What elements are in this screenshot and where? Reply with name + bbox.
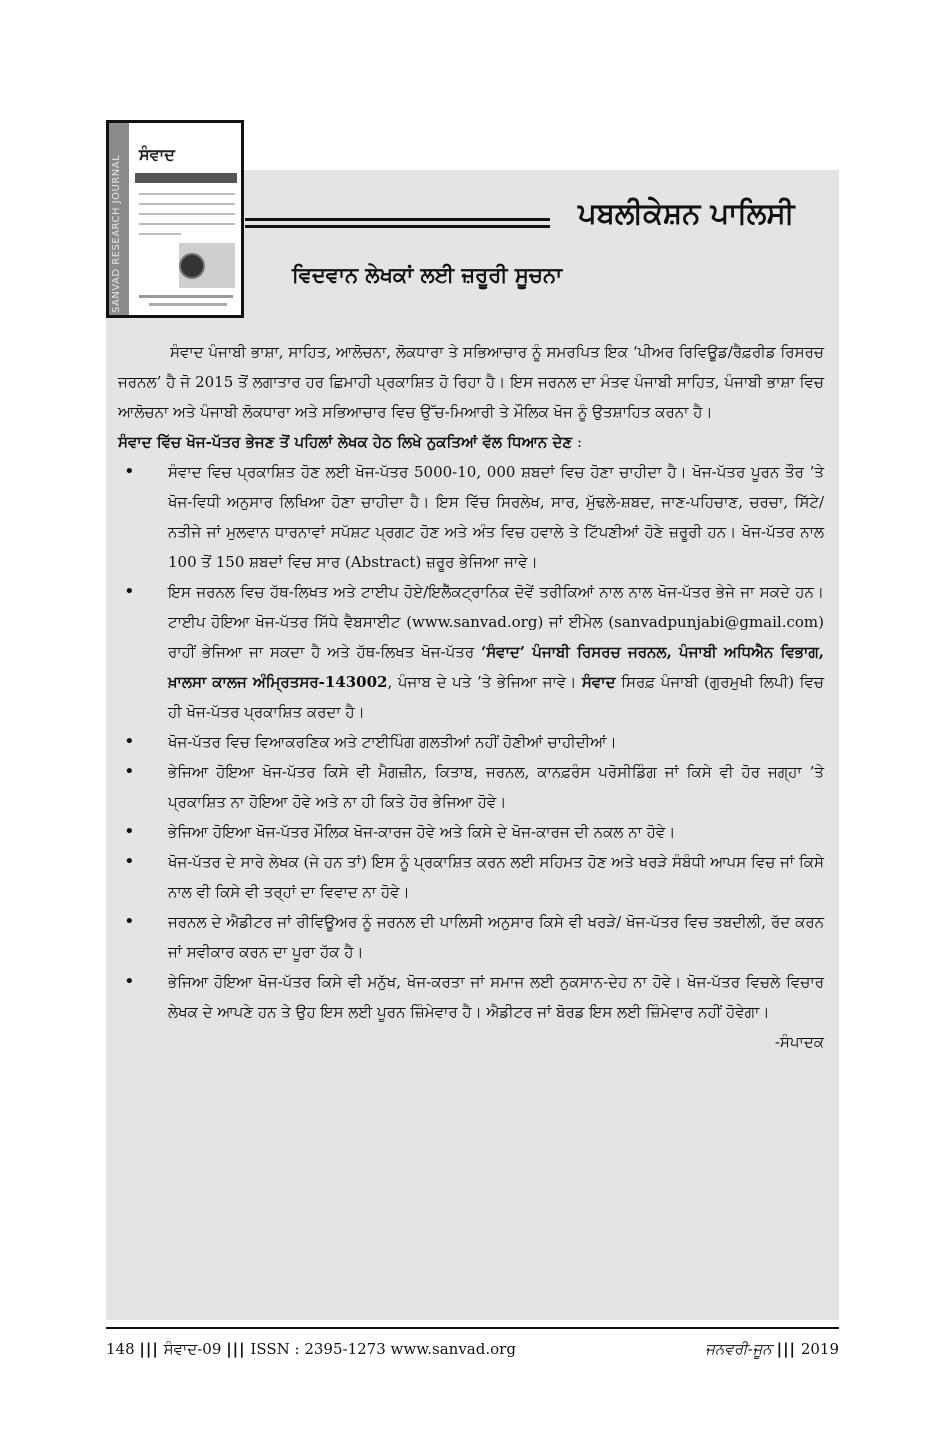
footer-right (705, 1340, 839, 1358)
point-text: , ਪੰਜਾਬ ਦੇ ਪਤੇ ’ਤੇ ਭੇਜਿਆ ਜਾਵੇ। (387, 673, 582, 691)
policy-body (118, 337, 824, 1057)
separator-icon: ||| (776, 1340, 797, 1358)
list-item (118, 817, 824, 847)
list-item (118, 577, 824, 727)
editor-signature: -ਸੰਪਾਦਕ (774, 1033, 824, 1051)
cover-band (135, 173, 237, 183)
college-logo-icon (179, 253, 205, 279)
cover-line (139, 193, 235, 195)
bullet-icon: • (124, 581, 135, 602)
lead-line (118, 427, 824, 457)
title-rule (245, 218, 550, 221)
point-text: ਜਰਨਲ ਦੇ ਐਡੀਟਰ ਜਾਂ ਰੀਵਿਊਅਰ ਨੂੰ ਜਰਨਲ ਦੀ ਪਾਲਿਸੀ ਅਨੁਸਾਰ ਕਿਸੇ ਵੀ ਖਰੜੇ/ ਖੋਜ-ਪੱਤਰ ਵਿਚ ਤਬਦੀਲੀ, ਰੱਦ ਕਰਨ ਜਾਂ ਸਵੀਕਾਰ ਕਰਨ ਦਾ ਪੂਰਾ ਹੱਕ ਹੈ। (168, 913, 824, 961)
cover-footer-line (149, 303, 227, 306)
point-text: ਭੇਜਿਆ ਹੋਇਆ ਖੋਜ-ਪੱਤਰ ਕਿਸੇ ਵੀ ਮਨੁੱਖ, ਖੋਜ-ਕਰਤਾ ਜਾਂ ਸਮਾਜ ਲਈ ਨੁਕਸਾਨ-ਦੇਹ ਨਾ ਹੋਵੇ। ਖੋਜ-ਪੱਤਰ ਵਿਚਲੇ ਵਿਚਾਰ ਲੇਖਕ ਦੇ ਆਪਣੇ ਹਨ ਤੇ ਉਹ ਇਸ ਲਈ ਪੂਰਨ ਜ਼ਿੰਮੇਵਾਰ ਹੈ। ਐਡੀਟਰ ਜਾਂ ਬੋਰਡ ਇਸ ਲਈ ਜ਼ਿੰਮੇਵਾਰ ਨਹੀਂ ਹੋਵੇਗਾ। (168, 973, 824, 1021)
separator-icon: ||| (139, 1340, 159, 1358)
cover-line (139, 203, 235, 205)
lead-colon: : (572, 433, 583, 451)
journal-cover-image (106, 120, 244, 318)
point-text: ਖੋਜ-ਪੱਤਰ ਦੇ ਸਾਰੇ ਲੇਖਕ (ਜੇ ਹਨ ਤਾਂ) ਇਸ ਨੂੰ ਪ੍ਰਕਾਸ਼ਿਤ ਕਰਨ ਲਈ ਸਹਿਮਤ ਹੋਣ ਅਤੇ ਖਰੜੇ ਸੰਬੰਧੀ ਆਪਸ ਵਿਚ ਜਾਂ ਕਿਸੇ ਨਾਲ ਵੀ ਕਿਸੇ ਵੀ ਤਰ੍ਹਾਂ ਦਾ ਵਿਵਾਦ ਨਾ ਹੋਵੇ। (168, 853, 824, 901)
point-text: ਖੋਜ-ਪੱਤਰ ਵਿਚ ਵਿਆਕਰਣਿਕ ਅਤੇ ਟਾਈਪਿੰਗ ਗਲਤੀਆਂ ਨਹੀਂ ਹੋਣੀਆਂ ਚਾਹੀਦੀਆਂ। (168, 733, 617, 751)
issue-months: ਜਨਵਰੀ-ਜੂਨ (705, 1340, 772, 1358)
cover-spine (109, 123, 129, 315)
list-item (118, 727, 824, 757)
bullet-icon: • (124, 911, 135, 932)
footer-rule (106, 1327, 839, 1329)
cover-line (139, 233, 181, 235)
cover-line (139, 223, 235, 225)
page-subtitle: ਵਿਦਵਾਨ ਲੇਖਕਾਂ ਲਈ ਜ਼ਰੂਰੀ ਸੂਚਨਾ (292, 263, 563, 287)
issn-website: ISSN : 2395-1273 www.sanvad.org (250, 1340, 516, 1358)
list-item (118, 847, 824, 907)
bullet-icon: • (124, 821, 135, 842)
footer-left (106, 1340, 516, 1358)
list-item (118, 907, 824, 967)
bullet-icon: • (124, 971, 135, 992)
list-item (118, 757, 824, 817)
bullet-icon: • (124, 761, 135, 782)
point-text: ਇਸ ਜਰਨਲ ਵਿਚ ਹੱਥ-ਲਿਖਤ ਅਤੇ ਟਾਈਪ ਹੋਏ/ਇਲੈੱਕਟ੍ਰਾਨਿਕ ਦੋਵੇਂ ਤਰੀਕਿਆਂ ਨਾਲ ਨਾਲ ਖੋਜ-ਪੱਤਰ ਭੇਜੇ ਜਾ ਸਕਦੇ ਹਨ। ਟਾਈਪ ਹੋਇਆ ਖੋਜ-ਪੱਤਰ ਸਿੱਧੇ ਵੈਬਸਾਈਟ (www.sanvad.org) ਜਾਂ ਈਮੇਲ (sanvadpunjabi@gmail.com) ਰਾਹੀਂ ਭੇਜਿਆ ਜਾ ਸਕਦਾ ਹੈ ਅਤੇ ਹੱਥ-ਲਿਖਤ ਖੋਜ-ਪੱਤਰ (168, 583, 824, 661)
journal-name: ਸੰਵਾਦ (581, 673, 616, 691)
cover-footer-line (139, 295, 233, 298)
page-number: 148 (106, 1340, 135, 1358)
policy-points (118, 457, 824, 1027)
cover-spine-text: SANVAD RESEARCH JOURNAL (111, 154, 122, 313)
intro-paragraph: ਸੰਵਾਦ ਪੰਜਾਬੀ ਭਾਸ਼ਾ, ਸਾਹਿਤ, ਆਲੋਚਨਾ, ਲੋਕਧਾਰਾ ਤੇ ਸਭਿਆਚਾਰ ਨੂੰ ਸਮਰਪਿਤ ਇਕ ‘ਪੀਅਰ ਰਿਵਿਊਡ/ਰੈਫ਼ਰੀਡ ਰਿਸਰਚ ਜਰਨਲ’ ਹੈ ਜੋ 2015 ਤੋਂ ਲਗਾਤਾਰ ਹਰ ਛਿਮਾਹੀ ਪ੍ਰਕਾਸ਼ਿਤ ਹੋ ਰਿਹਾ ਹੈ। ਇਸ ਜਰਨਲ ਦਾ ਮੰਤਵ ਪੰਜਾਬੀ ਸਾਹਿਤ, ਪੰਜਾਬੀ ਭਾਸ਼ਾ ਵਿਚ ਆਲੋਚਨਾ ਅਤੇ ਪੰਜਾਬੀ ਲੋਕਧਾਰਾ ਅਤੇ ਸਭਿਆਚਾਰ ਵਿਚ ਉੱਚ-ਮਿਆਰੀ ਤੇ ਮੌਲਿਕ ਖੋਜ ਨੂੰ ਉਤਸ਼ਾਹਿਤ ਕਰਨਾ ਹੈ। (118, 343, 824, 421)
lead-text: ਸੰਵਾਦ ਵਿੱਚ ਖੋਜ-ਪੱਤਰ ਭੇਜਣ ਤੋਂ ਪਹਿਲਾਂ ਲੇਖਕ ਹੇਠ ਲਿਖੇ ਨੁਕਤਿਆਂ ਵੱਲ ਧਿਆਨ ਦੇਣ (118, 433, 573, 451)
cover-title: ਸੰਵਾਦ (139, 145, 175, 164)
title-rule (245, 225, 550, 228)
separator-icon: ||| (226, 1340, 246, 1358)
point-text: ਭੇਜਿਆ ਹੋਇਆ ਖੋਜ-ਪੱਤਰ ਮੌਲਿਕ ਖੋਜ-ਕਾਰਜ ਹੋਵੇ ਅਤੇ ਕਿਸੇ ਦੇ ਖੋਜ-ਕਾਰਜ ਦੀ ਨਕਲ ਨਾ ਹੋਵੇ। (168, 823, 676, 841)
journal-address: ‘ਸੰਵਾਦ’ ਪੰਜਾਬੀ ਰਿਸਰਚ ਜਰਨਲ, ਪੰਜਾਬੀ ਅਧਿਐਨ ਵਿਭਾਗ, ਖ਼ਾਲਸਾ ਕਾਲਜ ਅੰਮ੍ਰਿਤਸਰ-143002 (168, 643, 824, 691)
list-item (118, 967, 824, 1027)
bullet-icon: • (124, 851, 135, 872)
page-title: ਪਬਲੀਕੇਸ਼ਨ ਪਾਲਿਸੀ (578, 196, 795, 230)
list-item (118, 457, 824, 577)
cover-line (139, 213, 235, 215)
point-text: ਸੰਵਾਦ ਵਿਚ ਪ੍ਰਕਾਸ਼ਿਤ ਹੋਣ ਲਈ ਖੋਜ-ਪੱਤਰ 5000-10, 000 ਸ਼ਬਦਾਂ ਵਿਚ ਹੋਣਾ ਚਾਹੀਦਾ ਹੈ। ਖੋਜ-ਪੱਤਰ ਪੂਰਨ ਤੌਰ ’ਤੇ ਖੋਜ-ਵਿਧੀ ਅਨੁਸਾਰ ਲਿਖਿਆ ਹੋਣਾ ਚਾਹੀਦਾ ਹੈ। ਇਸ ਵਿੱਚ ਸਿਰਲੇਖ, ਸਾਰ, ਮੁੱਢਲੇ-ਸ਼ਬਦ, ਜਾਣ-ਪਹਿਚਾਣ, ਚਰਚਾ, ਸਿੱਟੇ/ਨਤੀਜੇ ਜਾਂ ਮੁਲਵਾਨ ਧਾਰਨਾਵਾਂ ਸਪੱਸ਼ਟ ਪ੍ਰਗਟ ਹੋਣ ਅਤੇ ਅੰਤ ਵਿਚ ਹਵਾਲੇ ਤੇ ਟਿੱਪਣੀਆਂ ਹੋਣੇ ਜ਼ਰੂਰੀ ਹਨ। ਖੋਜ-ਪੱਤਰ ਨਾਲ 100 ਤੋਂ 150 ਸ਼ਬਦਾਂ ਵਿਚ ਸਾਰ (Abstract) ਜ਼ਰੂਰ ਭੇਜਿਆ ਜਾਵੇ। (168, 463, 825, 571)
point-text: ਸਿਰਫ਼ ਪੰਜਾਬੀ (ਗੁਰਮੁਖੀ ਲਿਪੀ) ਵਿਚ ਹੀ ਖੋਜ-ਪੱਤਰ ਪ੍ਰਕਾਸ਼ਿਤ ਕਰਦਾ ਹੈ। (168, 673, 824, 721)
journal-issue: ਸੰਵਾਦ-09 (163, 1340, 222, 1358)
page-footer (106, 1340, 839, 1358)
point-text: ਭੇਜਿਆ ਹੋਇਆ ਖੋਜ-ਪੱਤਰ ਕਿਸੇ ਵੀ ਮੈਗਜ਼ੀਨ, ਕਿਤਾਬ, ਜਰਨਲ, ਕਾਨਫ਼ਰੰਸ ਪਰੋਸੀਡਿੰਗ ਜਾਂ ਕਿਸੇ ਵੀ ਹੋਰ ਜਗ੍ਹਾ ’ਤੇ ਪ੍ਰਕਾਸ਼ਿਤ ਨਾ ਹੋਇਆ ਹੋਵੇ ਅਤੇ ਨਾ ਹੀ ਕਿਤੇ ਹੋਰ ਭੇਜਿਆ ਹੋਵੇ। (168, 763, 824, 811)
bullet-icon: • (124, 731, 135, 752)
issue-year: 2019 (800, 1340, 839, 1358)
bullet-icon: • (124, 461, 135, 482)
